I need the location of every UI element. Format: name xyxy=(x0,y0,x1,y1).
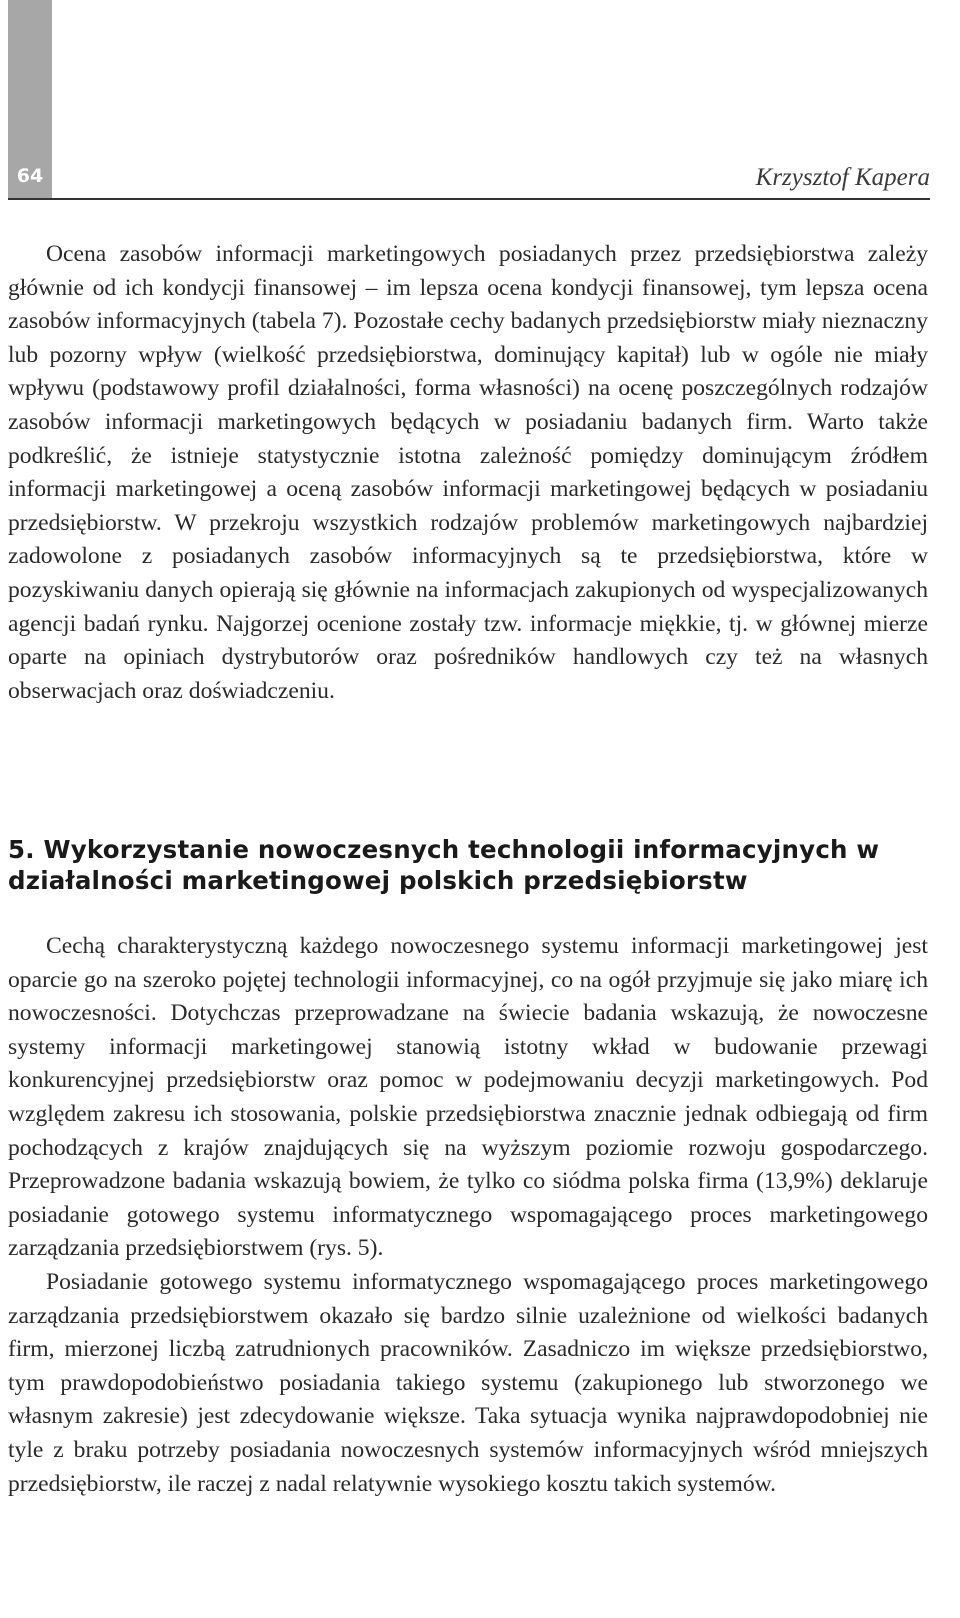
page-number: 64 xyxy=(16,165,44,187)
paragraph: Posiadanie gotowego systemu informatycznego wspomagającego proces marketingowego zarządzania przedsiębiorstwem okazało się bardzo silnie uzależnione od wielkości badanych firm, mierzonej liczbą zatrudnionych pracowników. Zasadniczo im większe przedsiębiorstwo, tym prawdopodobieństwo posiadania takiego systemu (zakupionego lub stworzonego we własnym zakresie) jest zdecydowanie większe. Taka sytuacja wynika najprawdopodobniej nie tyle z braku potrzeby posiadania nowoczesnych systemów informacyjnych wśród mniejszych przedsiębiorstw, ile raczej z nadal relatywnie wysokiego kosztu takich systemów. xyxy=(8,1268,928,1497)
paragraph: Cechą charakterystyczną każdego nowoczesnego systemu informacji marketingowej jest oparcie go na szeroko pojętej technologii informacyjnej, co na ogół przyjmuje się jako miarę ich nowoczesności. Dotychczas przeprowadzane na świecie badania wskazują, że nowoczesne systemy informacji marketingowej stanowią istotny wkład w budowanie przewagi konkurencyjnej przedsiębiorstw oraz pomoc w podejmowaniu decyzji marketingowych. Pod względem zakresu ich stosowania, polskie przedsiębiorstwa znacznie jednak odbiegają od firm pochodzących z krajów znajdujących się na wyższym poziomie rozwoju gospodarczego. Przeprowadzone badania wskazują bowiem, że tylko co siódma polska firma (13,9%) deklaruje posiadanie gotowego systemu informatycznego wspomagającego proces marketingowego zarządzania przedsiębiorstwem (rys. 5). xyxy=(8,933,928,1262)
running-header-author: Krzysztof Kapera xyxy=(755,164,930,191)
header-rule xyxy=(8,198,930,200)
intro-text xyxy=(8,238,928,708)
section-heading: 5. Wykorzystanie nowoczesnych technologii informacyjnych w działalności marketingowej polskich przedsiębiorstw xyxy=(8,835,880,895)
paragraph: Ocena zasobów informacji marketingowych posiadanych przez przedsiębiorstwa zależy głównie od ich kondycji finansowej – im lepsza ocena kondycji finansowej, tym lepsza ocena zasobów informacyjnych (tabela 7). Pozostałe cechy badanych przedsiębiorstw miały nieznaczny lub pozorny wpływ (wielkość przedsiębiorstwa, dominujący kapitał) lub w ogóle nie miały wpływu (podstawowy profil działalności, forma własności) na ocenę poszczególnych rodzajów zasobów informacji marketingowych będących w posiadaniu badanych firm. Warto także podkreślić, że istnieje statystycznie istotna zależność pomiędzy dominującym źródłem informacji marketingowej a oceną zasobów informacji marketingowej będących w posiadaniu przedsiębiorstw. W przekroju wszystkich rodzajów problemów marketingowych najbardziej zadowolone z posiadanych zasobów informacyjnych są te przedsiębiorstwa, które w pozyskiwaniu danych opierają się głównie na informacjach zakupionych od wyspecjalizowanych agencji badań rynku. Najgorzej ocenione zostały tzw. informacje miękkie, tj. w głównej mierze oparte na opiniach dystrybutorów oraz pośredników handlowych czy też na własnych obserwacjach oraz doświadczeniu. xyxy=(8,241,928,704)
section-text xyxy=(8,930,928,1501)
